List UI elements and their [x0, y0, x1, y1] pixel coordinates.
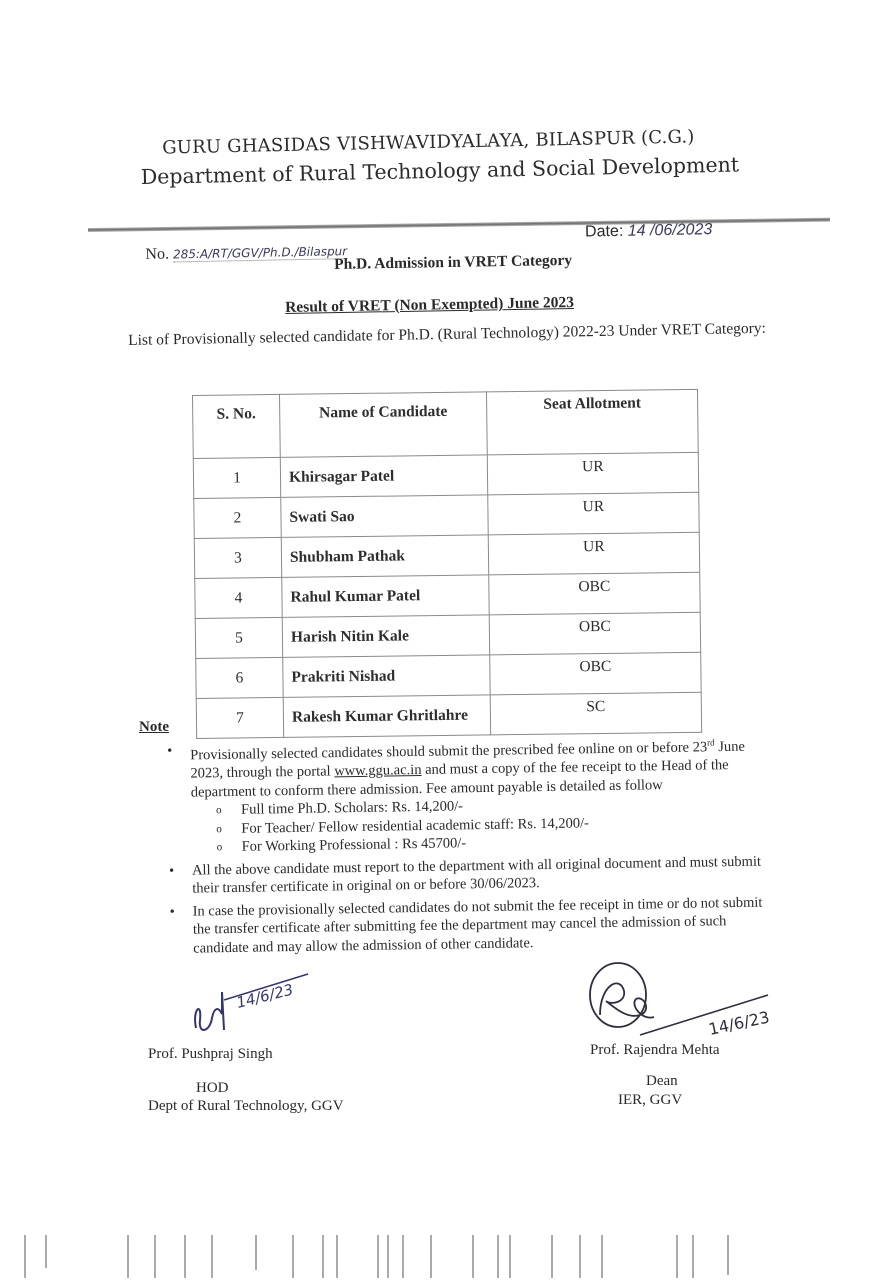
cell-name: Rakesh Kumar Ghritlahre: [283, 695, 490, 738]
cell-sno: 4: [195, 577, 282, 618]
cell-seat: UR: [488, 492, 699, 535]
circle-bullet-icon: o: [215, 804, 222, 817]
department-name: Department of Rural Technology and Social Development: [140, 152, 740, 189]
table-header-row: [193, 389, 699, 458]
cell-sno: 3: [194, 537, 281, 578]
cell-sno: 5: [195, 617, 282, 658]
note-text: Provisionally selected candidates should submit the prescribed fee online on or before 23: [190, 739, 708, 764]
note-item: [167, 852, 778, 899]
fee-text: For Teacher/ Fellow residential academic staff: Rs. 14,200/-: [241, 815, 590, 837]
fee-text: Full time Ph.D. Scholars: Rs. 14,200/-: [240, 798, 464, 819]
right-signatory-role: Dean: [646, 1073, 678, 1089]
note-text: June 2023, through the portal: [190, 738, 746, 782]
header-sno: S. No.: [193, 394, 281, 458]
fee-text: For Working Professional : Rs 45700/-: [241, 835, 467, 856]
cell-sno: 1: [193, 457, 280, 498]
cell-name: Khirsagar Patel: [280, 455, 487, 498]
date-value: 14 /06/2023: [627, 221, 713, 240]
cell-sno: 7: [196, 697, 283, 738]
reference-number: [145, 242, 347, 264]
note-superscript: rd: [707, 737, 715, 748]
cell-seat: SC: [490, 692, 701, 735]
right-signatory-name: Prof. Rajendra Mehta: [590, 1042, 720, 1058]
table-row: [193, 452, 698, 498]
reference-no-label: No.: [145, 245, 170, 263]
cell-seat: OBC: [489, 612, 700, 655]
subject-heading: Ph.D. Admission in VRET Category: [334, 251, 573, 273]
note-text: and must a copy of the fee receipt to the Head of the department to conform there admission. Fee amount payable is detailed as follow: [190, 757, 729, 801]
table-row: [195, 612, 700, 658]
signature-icon: [580, 955, 780, 1055]
intro-text: List of Provisionally selected candidate for Ph.D. (Rural Technology) 2022-23 Under VRET Category:: [128, 319, 766, 349]
cell-name: Harish Nitin Kale: [282, 615, 489, 658]
note-text: All the above candidate must report to the department with all original document and must submit their transfer certificate in original on or before 30/06/2023.: [191, 853, 762, 897]
svg-text:14/6/23: 14/6/23: [234, 980, 296, 1012]
signature-icon: [188, 970, 328, 1040]
bullet-icon: •: [168, 862, 175, 879]
bullet-icon: •: [169, 903, 175, 920]
candidate-table-wrapper: [192, 389, 702, 739]
cell-seat: OBC: [490, 652, 701, 695]
scan-artifact: [0, 1230, 891, 1280]
portal-link[interactable]: www.ggu.ac.in: [334, 762, 422, 780]
table-row: [194, 492, 699, 538]
svg-text:14/6/23: 14/6/23: [706, 1007, 772, 1039]
header-seat: Seat Allotment: [486, 389, 698, 455]
cell-name: Rahul Kumar Patel: [282, 575, 489, 618]
cell-sno: 6: [196, 657, 283, 698]
note-text: In case the provisionally selected candidates do not submit the fee receipt in time or do not submit the transfer certificate after submitting fee the department may cancel the admission of such candidate and may allow the admission of other candidate.: [192, 894, 763, 957]
cell-name: Shubham Pathak: [281, 535, 488, 578]
note-item: [165, 732, 777, 857]
table-row: [194, 532, 699, 578]
circle-bullet-icon: o: [216, 841, 223, 854]
note-item: [168, 893, 779, 958]
result-title: Result of VRET (Non Exempted) June 2023: [285, 293, 575, 316]
note-heading: Note: [139, 719, 169, 735]
table-row: [195, 572, 700, 618]
bullet-icon: •: [167, 742, 173, 759]
candidate-table: [192, 389, 702, 739]
left-signatory-name: Prof. Pushpraj Singh: [148, 1046, 273, 1062]
header-divider: [88, 218, 830, 232]
right-signatory-org: IER, GGV: [618, 1092, 683, 1108]
letterhead: [140, 125, 781, 189]
reference-no-value: 285:A/RT/GGV/Ph.D./Bilaspur: [172, 244, 348, 262]
table-row: [196, 692, 701, 738]
cell-name: Prakriti Nishad: [283, 655, 490, 698]
circle-bullet-icon: o: [216, 822, 222, 836]
university-name: GURU GHASIDAS VISHWAVIDYALAYA, BILASPUR (C.G.): [161, 126, 695, 159]
notes-list: [165, 732, 778, 962]
header-name: Name of Candidate: [279, 392, 487, 458]
table-row: [196, 652, 701, 698]
cell-sno: 2: [194, 497, 281, 538]
date-label: Date:: [584, 222, 624, 241]
left-signatory-role: HOD: [196, 1080, 229, 1096]
cell-seat: UR: [487, 452, 698, 495]
fee-list: [191, 793, 777, 858]
cell-name: Swati Sao: [281, 495, 488, 538]
reference-date: [585, 221, 713, 241]
left-signatory-org: Dept of Rural Technology, GGV: [148, 1098, 344, 1114]
cell-seat: OBC: [489, 572, 700, 615]
cell-seat: UR: [488, 532, 699, 575]
